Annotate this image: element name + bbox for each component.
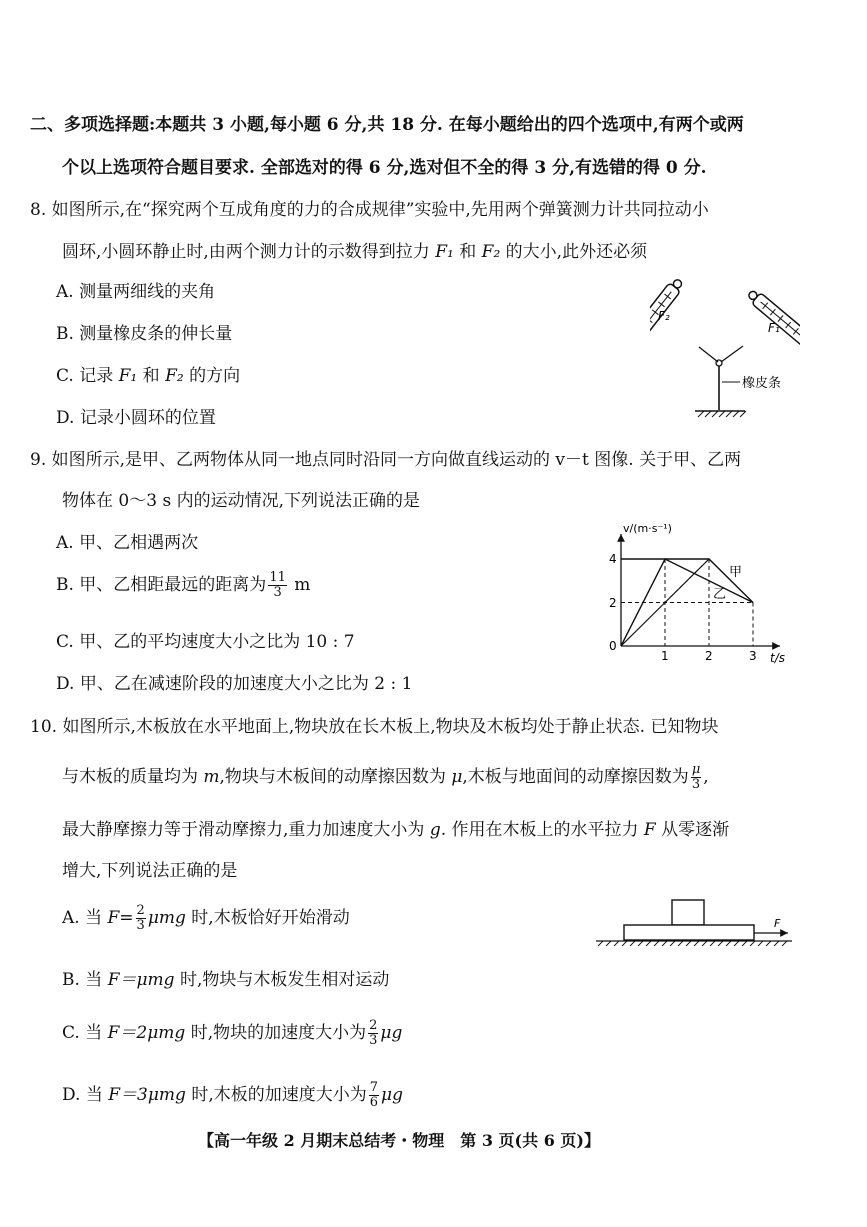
force-label: F xyxy=(774,917,781,930)
section-header-line2: 个以上选项符合题目要求. 全部选对的得 6 分,选对但不全的得 3 分,有选错的得 0 分. xyxy=(62,158,707,178)
x-tick-1: 1 xyxy=(661,649,669,663)
board xyxy=(624,925,754,940)
q8-option-c: C. 记录 F₁ 和 F₂ 的方向 xyxy=(56,366,241,386)
series-yi-label: 乙 xyxy=(713,587,727,602)
q8-stem-line1: 8. 如图所示,在“探究两个互成角度的力的合成规律”实验中,先用两个弹簧测力计共同拉动小 xyxy=(30,200,709,220)
q8-figure-label-f2: F₂ xyxy=(658,309,670,323)
q9-stem-line1: 9. 如图所示,是甲、乙两物体从同一地点同时沿同一方向做直线运动的 v－t 图像. 关于甲、乙两 xyxy=(30,450,742,470)
q10-stem-line3: 最大静摩擦力等于滑动摩擦力,重力加速度大小为 g. 作用在木板上的水平拉力 F 从零逐渐 xyxy=(62,820,730,840)
q8-option-b: B. 测量橡皮条的伸长量 xyxy=(56,324,233,344)
q9-option-b: B. 甲、乙相距最远的距离为 $\frac{11}{3}$ m xyxy=(56,570,311,600)
y-tick-2: 2 xyxy=(609,596,617,610)
section-header-line1: 二、多项选择题:本题共 3 小题,每小题 6 分,共 18 分. 在每小题给出的四个选项中,有两个或两 xyxy=(30,115,744,135)
q8-spring-scale-figure xyxy=(650,272,800,427)
q10-option-c: C. 当 F＝2μmg 时,物块的加速度大小为 $\frac{2}{3}$ μg xyxy=(62,1018,403,1048)
y-tick-0: 0 xyxy=(609,639,617,653)
q8-figure-label-f1: F₁ xyxy=(768,321,780,335)
series-jia-label: 甲 xyxy=(729,565,743,580)
q9-option-d: D. 甲、乙在减速阶段的加速度大小之比为 2 : 1 xyxy=(56,674,413,694)
x-tick-2: 2 xyxy=(705,649,713,663)
q10-option-a: A. 当 F= $\frac{2}{3}$ μmg 时,木板恰好开始滑动 xyxy=(62,903,350,933)
q10-stem-line1: 10. 如图所示,木板放在水平地面上,物块放在长木板上,物块及木板均处于静止状态. 已知物块 xyxy=(30,717,719,737)
y-tick-4: 4 xyxy=(609,552,617,566)
q9-stem-line2: 物体在 0～3 s 内的运动情况,下列说法正确的是 xyxy=(62,491,420,511)
q9-vt-graph xyxy=(605,520,800,670)
q8-option-d: D. 记录小圆环的位置 xyxy=(56,408,216,428)
q10-stem-line2: 与木板的质量均为 m,物块与木板间的动摩擦因数为 μ,木板与地面间的动摩擦因数为 $\frac{\mu}{3}$ , xyxy=(62,762,709,792)
q9-option-c: C. 甲、乙的平均速度大小之比为 10 : 7 xyxy=(56,632,355,652)
y-axis-label: v/(m·s⁻¹) xyxy=(623,522,672,535)
block xyxy=(672,900,704,925)
q10-option-b: B. 当 F＝μmg 时,物块与木板发生相对运动 xyxy=(62,970,390,990)
page-footer: 【高一年级 2 月期末总结考・物理 第 3 页(共 6 页)】 xyxy=(198,1131,600,1150)
q8-figure-label-band: 橡皮条 xyxy=(742,376,782,391)
q10-stem-line4: 增大,下列说法正确的是 xyxy=(62,861,238,881)
q8-option-a: A. 测量两细线的夹角 xyxy=(56,282,216,302)
q9-option-a: A. 甲、乙相遇两次 xyxy=(56,533,199,553)
q10-option-d: D. 当 F＝3μmg 时,木板的加速度大小为 $\frac{7}{6}$ μg xyxy=(62,1080,403,1110)
q10-block-board-figure xyxy=(592,893,802,953)
x-axis-label: t/s xyxy=(770,651,785,665)
x-tick-3: 3 xyxy=(749,649,757,663)
q8-stem-line2: 圆环,小圆环静止时,由两个测力计的示数得到拉力 F₁ 和 F₂ 的大小,此外还必须 xyxy=(62,242,648,262)
